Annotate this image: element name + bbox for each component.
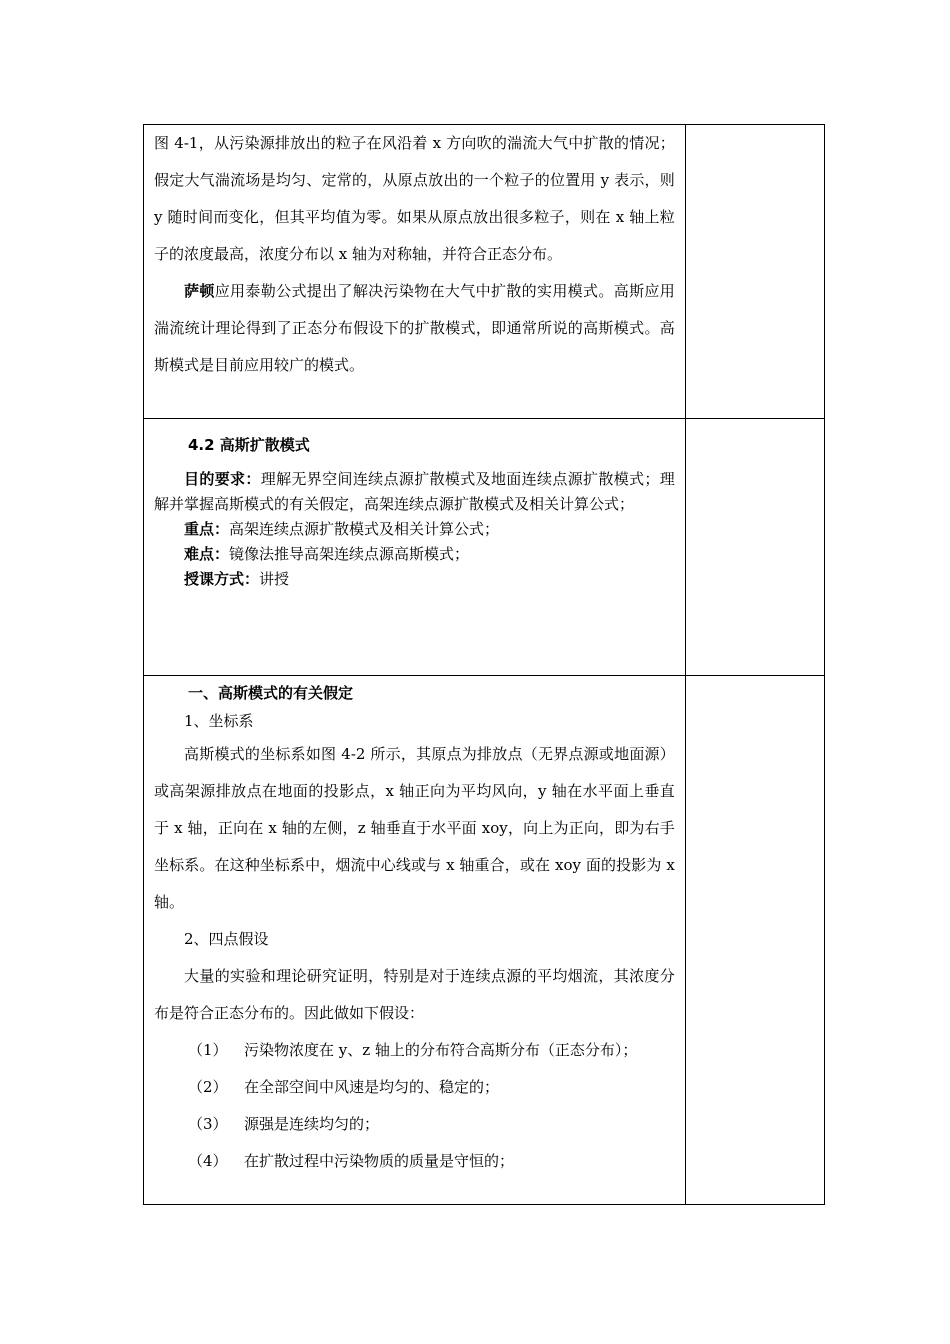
row-assumptions-main-cell <box>144 676 686 1205</box>
intro-paragraph-2-text: 应用泰勒公式提出了解决污染物在大气中扩散的实用模式。高斯应用湍流统计理论得到了正态分布假设下的扩散模式，即通常所说的高斯模式。高斯模式是目前应用较广的模式。 <box>154 282 675 374</box>
assumption-item <box>154 1106 675 1143</box>
goal-label: 目的要求： <box>184 470 261 488</box>
teaching-method-line <box>154 567 675 592</box>
row-intro-main-cell <box>144 125 686 419</box>
row-section-42-main-cell <box>144 419 686 676</box>
difficulty-label: 难点： <box>184 545 230 563</box>
assumption-text: 污染物浓度在 y、z 轴上的分布符合高斯分布（正态分布）； <box>244 1041 638 1059</box>
assumptions-intro-paragraph: 大量的实验和理论研究证明，特别是对于连续点源的平均烟流，其浓度分布是符合正态分布的。因此做如下假设： <box>154 967 675 1022</box>
key-point-label: 重点： <box>184 520 230 538</box>
assumption-item <box>154 1143 675 1180</box>
difficulty-line <box>154 542 675 567</box>
assumption-number: （4） <box>188 1152 228 1170</box>
row-assumptions <box>144 676 825 1205</box>
intro-paragraph-1: 图 4-1，从污染源排放出的粒子在风沿着 x 方向吹的湍流大气中扩散的情况；假定大气湍流场是均匀、定常的，从原点放出的一个粒子的位置用 y 表示，则 y 随时间而变化，但其平均值为零。如果从原点放出很多粒子，则在 x 轴上粒子的浓度最高，浓度分布以 x 轴为对称轴，并符合正态分布。 <box>154 134 675 263</box>
assumption-text: 源强是连续均匀的； <box>244 1115 380 1133</box>
assumption-text: 在扩散过程中污染物质的质量是守恒的； <box>244 1152 515 1170</box>
sutton-name: 萨顿 <box>184 282 215 300</box>
difficulty-text: 镜像法推导高架连续点源高斯模式； <box>229 545 470 563</box>
lesson-table <box>143 124 825 1205</box>
row-intro-notes-cell <box>685 125 824 419</box>
key-point-text: 高架连续点源扩散模式及相关计算公式； <box>229 520 500 538</box>
coordinate-paragraph: 高斯模式的坐标系如图 4-2 所示，其原点为排放点（无界点源或地面源）或高架源排放点在地面的投影点，x 轴正向为平均风向，y 轴在水平面上垂直于 x 轴，正向在 x 轴的左侧，z 轴垂直于水平面 xoy，向上为正向，即为右手坐标系。在这种坐标系中，烟流中心线或与 x 轴重合，或在 xoy 面的投影为 x 轴。 <box>154 745 675 911</box>
row-intro <box>144 125 825 419</box>
section-title: 4.2 高斯扩散模式 <box>188 436 310 454</box>
row-section-42-notes-cell <box>685 419 824 676</box>
teaching-method-label: 授课方式： <box>184 570 260 588</box>
goal-text: 理解无界空间连续点源扩散模式及地面连续点源扩散模式；理解并掌握高斯模式的有关假定，高架连续点源扩散模式及相关计算公式； <box>154 470 675 513</box>
assumption-item <box>154 1032 675 1069</box>
key-point-line <box>154 517 675 542</box>
assumption-item <box>154 1069 675 1106</box>
assumptions-heading: 一、高斯模式的有关假定 <box>188 684 354 702</box>
assumption-number: （1） <box>188 1041 228 1059</box>
row-section-42 <box>144 419 825 676</box>
assumption-text: 在全部空间中风速是均匀的、稳定的； <box>244 1078 500 1096</box>
assumption-number: （2） <box>188 1078 228 1096</box>
teaching-method-text: 讲授 <box>259 570 290 588</box>
row-assumptions-notes-cell <box>685 676 824 1205</box>
intro-paragraph-2 <box>154 273 675 384</box>
assumption-number: （3） <box>188 1115 228 1133</box>
coordinate-subheading: 1、坐标系 <box>184 712 254 730</box>
four-assumptions-subheading: 2、四点假设 <box>184 930 269 948</box>
goal-line <box>154 467 675 517</box>
